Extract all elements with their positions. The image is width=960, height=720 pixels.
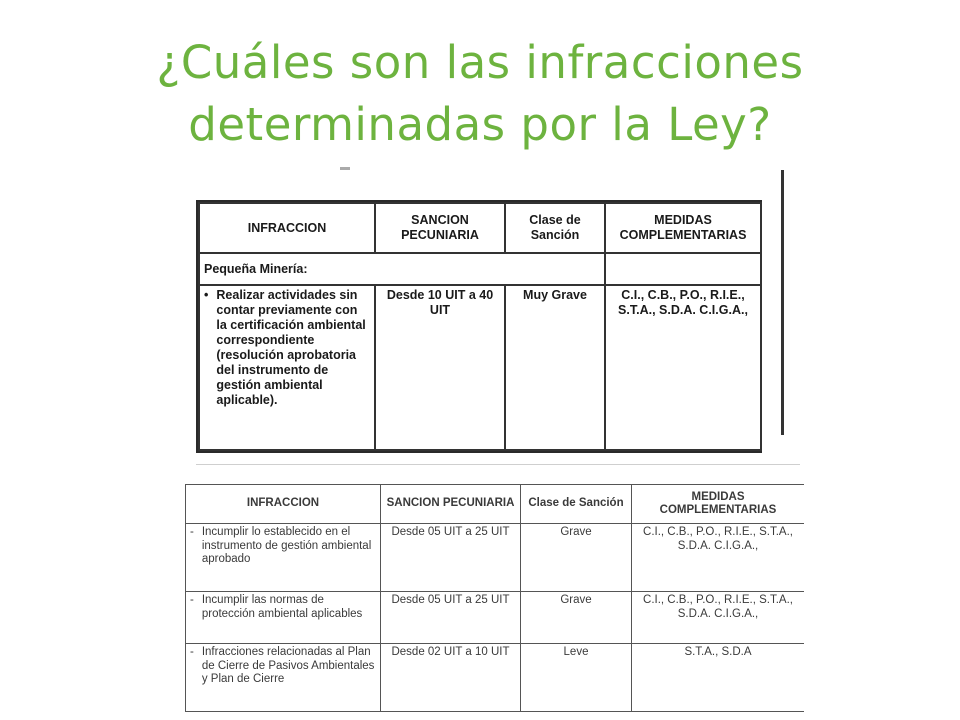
infraccion-text: Realizar actividades sin contar previamente con la certificación ambiental correspondiente (resolución aprobatoria del instrumento de gestión ambiental aplicable).	[216, 288, 366, 407]
medidas-cell: S.T.A., S.D.A	[632, 644, 805, 712]
category-empty-cell	[605, 253, 761, 285]
infraccion-text: Infracciones relacionadas al Plan de Cierre de Pasivos Ambientales y Plan de Cierre	[201, 646, 375, 685]
header-infraccion: INFRACCION	[186, 485, 381, 524]
clase-cell: Grave	[521, 592, 632, 644]
table-row	[186, 524, 805, 592]
table-1	[198, 202, 762, 451]
bullet-marker: •	[204, 288, 209, 302]
medidas-cell: C.I., C.B., P.O., R.I.E., S.T.A., S.D.A. C.I.G.A.,	[632, 592, 805, 644]
category-row	[199, 253, 761, 285]
sancion-cell: Desde 10 UIT a 40 UIT	[375, 285, 505, 450]
header-clase: Clase de Sanción	[521, 485, 632, 524]
table-header-row	[199, 203, 761, 253]
table-row	[199, 285, 761, 450]
infraccion-text: Incumplir las normas de protección ambiental aplicables	[201, 594, 363, 620]
header-sancion: SANCION PECUNIARIA	[375, 203, 505, 253]
infraccion-text: Incumplir lo establecido en el instrumento de gestión ambiental aprobado	[201, 526, 372, 565]
row-marker: -	[190, 594, 194, 606]
scan-border-line	[781, 170, 784, 435]
table-header-row	[186, 485, 805, 524]
sancion-cell: Desde 02 UIT a 10 UIT	[381, 644, 521, 712]
scan-artifact	[340, 167, 350, 170]
infraction-table-general	[185, 484, 804, 720]
sancion-cell: Desde 05 UIT a 25 UIT	[381, 592, 521, 644]
header-medidas: MEDIDAS COMPLEMENTARIAS	[632, 485, 805, 524]
infraccion-cell	[199, 285, 375, 450]
category-label: Pequeña Minería:	[199, 253, 605, 285]
header-clase: Clase de Sanción	[505, 203, 605, 253]
table-row	[186, 644, 805, 712]
medidas-cell: C.I., C.B., P.O., R.I.E., S.T.A., S.D.A. C.I.G.A.,	[632, 524, 805, 592]
header-sancion: SANCION PECUNIARIA	[381, 485, 521, 524]
divider	[196, 464, 800, 465]
header-medidas: MEDIDAS COMPLEMENTARIAS	[605, 203, 761, 253]
row-marker: -	[190, 646, 194, 658]
table-2	[185, 484, 804, 712]
clase-cell: Leve	[521, 644, 632, 712]
infraccion-cell	[186, 644, 381, 712]
clase-cell: Grave	[521, 524, 632, 592]
title-line-2: determinadas por la Ley?	[188, 98, 772, 151]
table-row	[186, 592, 805, 644]
infraccion-cell	[186, 524, 381, 592]
header-infraccion: INFRACCION	[199, 203, 375, 253]
clase-cell: Muy Grave	[505, 285, 605, 450]
infraction-table-small-mining	[196, 200, 762, 453]
medidas-cell: C.I., C.B., P.O., R.I.E., S.T.A., S.D.A. C.I.G.A.,	[605, 285, 761, 450]
row-marker: -	[190, 526, 194, 538]
infraccion-cell	[186, 592, 381, 644]
sancion-cell: Desde 05 UIT a 25 UIT	[381, 524, 521, 592]
slide-title	[0, 32, 960, 156]
title-line-1: ¿Cuáles son las infracciones	[156, 36, 804, 89]
